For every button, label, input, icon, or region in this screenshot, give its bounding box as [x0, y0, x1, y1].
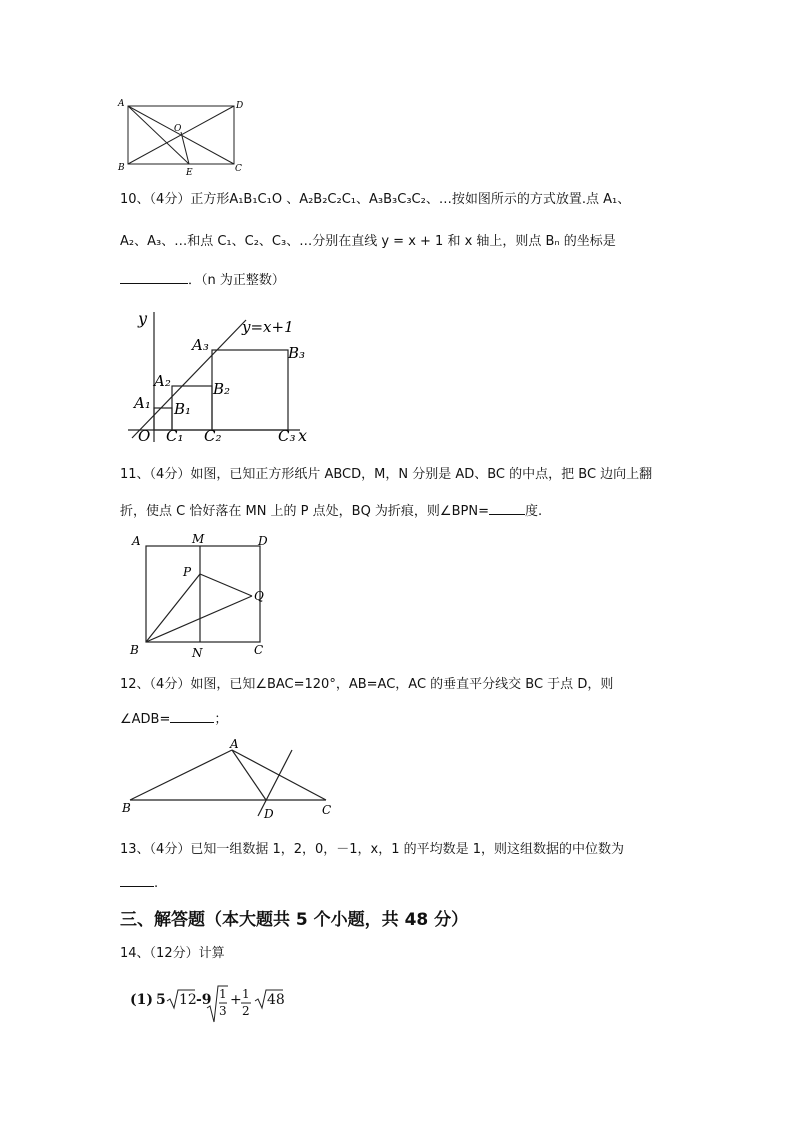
q11-answer-blank[interactable]	[489, 500, 525, 515]
fig12-label-b: B	[122, 801, 131, 815]
section3-title: 三、解答题（本大题共 5 个小题，共 48 分）	[120, 910, 469, 930]
fig9-label-b: B	[118, 163, 125, 173]
q14-frac-num: 1	[219, 987, 227, 1001]
q13-line2: .	[154, 876, 159, 891]
fig10-label-b1: B₁	[174, 400, 192, 418]
fig11-label-d: D	[258, 534, 268, 548]
fig10-label-b2: B₂	[213, 380, 231, 398]
fig9-label-c: C	[235, 164, 242, 174]
q10-line2: A₂、A₃、…和点 C₁、C₂、C₃、…分别在直线 y = x + 1 和 x 轴上，则点 Bₙ 的坐标是	[120, 234, 616, 249]
q14-coef1: 5	[156, 992, 166, 1008]
q10-line3: ．（n 为正整数）	[188, 273, 285, 288]
q14-rad2: 48	[267, 992, 285, 1008]
q11-line2a: 折，使点 C 恰好落在 MN 上的 P 点处，BQ 为折痕，则∠BPN=	[120, 504, 489, 519]
q12-answer-blank[interactable]	[170, 708, 214, 723]
q14-half-num: 1	[242, 987, 250, 1001]
q14-part-label: (1)	[130, 992, 153, 1008]
q14-plus: +	[230, 992, 242, 1008]
q12-line2b: ；	[214, 712, 228, 727]
fig9-label-a: A	[118, 99, 125, 109]
fig9-label-e: E	[186, 168, 193, 178]
fig10-label-a3: A₃	[192, 336, 209, 354]
q14-line1: 14、（12分）计算	[120, 946, 225, 961]
figure-squares-on-line	[124, 304, 320, 446]
q10-answer-blank[interactable]	[120, 269, 188, 284]
fig10-label-c1: C₁	[166, 427, 184, 445]
q14-rad1: 12	[179, 992, 197, 1008]
q12-line2a: ∠ADB=	[120, 712, 171, 727]
q10-line1: 10、（4分）正方形A₁B₁C₁O 、A₂B₂C₂C₁、A₃B₃C₃C₂、…按如图所示的方式放置.点 A₁、	[120, 192, 631, 207]
fig10-label-c2: C₂	[204, 427, 222, 445]
fig10-label-c3: C₃	[278, 427, 296, 445]
q12-line1: 12、（4分）如图，已知∠BAC=120°，AB=AC，AC 的垂直平分线交 BC 于点 D，则	[120, 677, 614, 692]
fig11-label-a: A	[132, 534, 141, 548]
q12-line2-row	[120, 708, 227, 729]
fig9-label-d: D	[236, 101, 244, 111]
fig10-axis-y: y	[138, 309, 148, 328]
fig10-label-a2: A₂	[154, 372, 171, 390]
figure-isosceles-triangle	[118, 736, 340, 824]
fig10-line-label: y=x+1	[242, 318, 294, 336]
figure-folded-square	[126, 530, 276, 660]
q13-line1: 13、（4分）已知一组数据 1，2，0，－1，x，1 的平均数是 1，则这组数据的中位数为	[120, 842, 625, 857]
fig11-label-n: N	[192, 646, 203, 660]
fig10-label-a1: A₁	[134, 394, 151, 412]
fig11-label-b: B	[130, 643, 139, 657]
fig11-label-p: P	[183, 565, 192, 579]
q14-frac-den: 3	[219, 1004, 227, 1018]
q11-line1: 11、（4分）如图，已知正方形纸片 ABCD，M，N 分别是 AD、BC 的中点，把 BC 边向上翻	[120, 467, 653, 482]
fig11-label-m: M	[192, 532, 205, 546]
q14-minus: -9	[196, 992, 212, 1008]
q11-line2-row	[120, 500, 542, 521]
fig11-label-c: C	[254, 643, 264, 657]
fig11-label-q: Q	[254, 589, 264, 603]
figure-rectangle-diagonals	[112, 96, 252, 178]
fig10-label-b3: B₃	[288, 344, 306, 362]
fig9-label-o: O	[174, 124, 182, 134]
fig12-label-a: A	[230, 737, 239, 751]
q11-line2b: 度.	[524, 504, 543, 519]
fig12-label-d: D	[264, 807, 274, 821]
q13-line2-row	[120, 872, 158, 893]
q10-line3-row	[120, 269, 285, 290]
fig10-label-o: O	[138, 427, 151, 445]
fig12-label-c: C	[322, 803, 332, 817]
fig10-axis-x: x	[298, 426, 308, 445]
q13-answer-blank[interactable]	[120, 872, 154, 887]
q14-half-den: 2	[242, 1004, 250, 1018]
